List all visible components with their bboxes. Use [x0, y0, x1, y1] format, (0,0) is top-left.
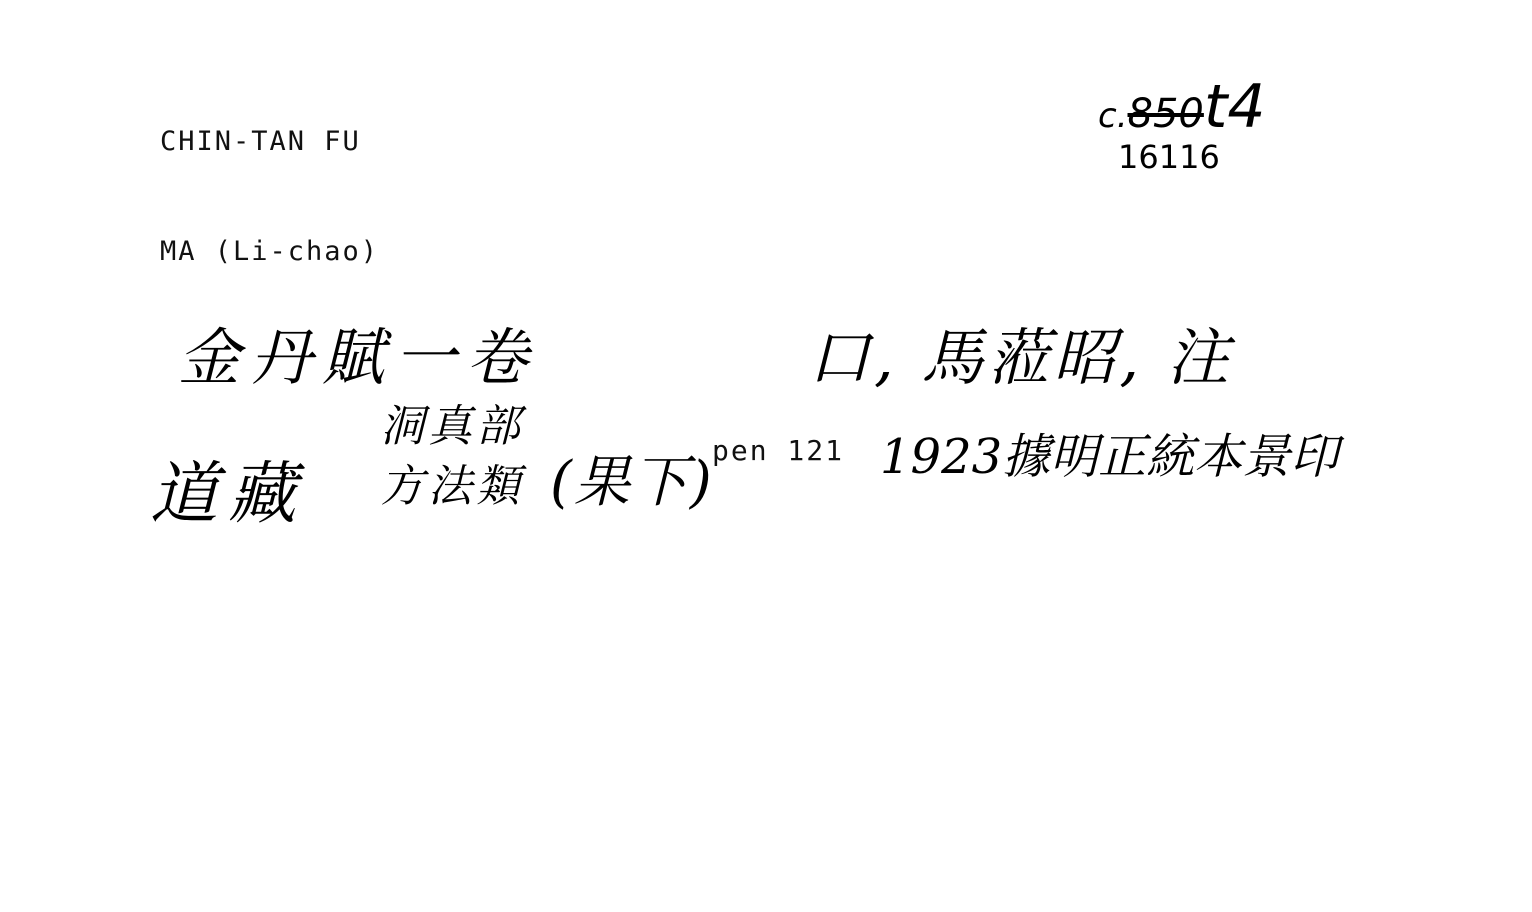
typed-collection-number: pen 121	[712, 434, 845, 467]
handwritten-section-2: 方法類	[380, 461, 524, 513]
call-number-struck: 850	[1127, 91, 1204, 137]
handwritten-section-1: 洞真部	[380, 401, 524, 452]
typed-title: CHIN-TAN FU	[160, 126, 361, 157]
handwritten-collection: 道藏	[150, 455, 307, 534]
call-number-suffix: t4	[1203, 72, 1266, 142]
handwritten-author: 口, 馬蒞昭, 注	[808, 321, 1233, 394]
handwritten-volume: (果下)	[550, 450, 714, 515]
call-number-prefix: c.	[1098, 96, 1128, 136]
handwritten-sections	[380, 401, 524, 513]
accession-number: 16116	[1118, 138, 1220, 176]
handwritten-title: 金丹賦一卷	[178, 321, 539, 394]
typed-author: MA (Li-chao)	[160, 236, 380, 267]
handwritten-edition-note: 1923據明正統本景印	[880, 429, 1339, 485]
call-number	[1098, 72, 1266, 142]
